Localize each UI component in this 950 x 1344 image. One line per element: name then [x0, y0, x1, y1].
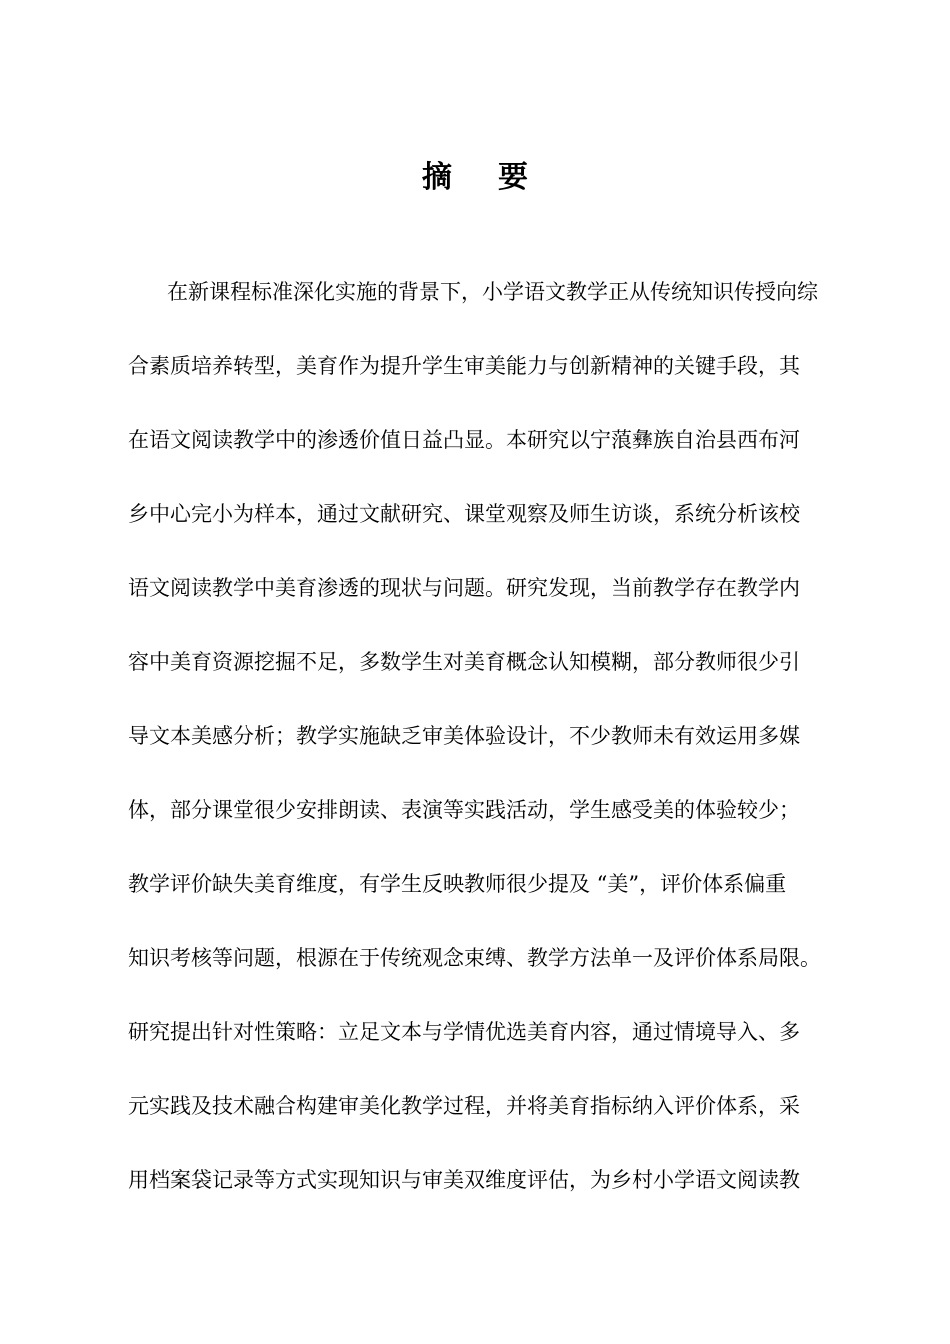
- abstract-line: 教学评价缺失美育维度，有学生反映教师很少提及 “美”，评价体系偏重: [128, 872, 787, 896]
- abstract-line: 在语文阅读教学中的渗透价值日益凸显。本研究以宁蒗彝族自治县西布河: [128, 428, 800, 452]
- abstract-line: 体，部分课堂很少安排朗读、表演等实践活动，学生感受美的体验较少；: [128, 798, 800, 822]
- title-char-1: 摘: [422, 160, 452, 195]
- abstract-line: 知识考核等问题，根源在于传统观念束缚、教学方法单一及评价体系局限。: [128, 946, 821, 970]
- page-title: [0, 158, 950, 198]
- abstract-line: 合素质培养转型，美育作为提升学生审美能力与创新精神的关键手段，其: [128, 354, 800, 378]
- abstract-line: 元实践及技术融合构建审美化教学过程，并将美育指标纳入评价体系，采: [128, 1094, 800, 1118]
- title-char-2: 要: [498, 160, 528, 195]
- abstract-line: 乡中心完小为样本，通过文献研究、课堂观察及师生访谈，系统分析该校: [128, 502, 800, 526]
- abstract-line: 容中美育资源挖掘不足，多数学生对美育概念认知模糊，部分教师很少引: [128, 650, 800, 674]
- abstract-line: 在新课程标准深化实施的背景下，小学语文教学正从传统知识传授向综: [167, 280, 818, 304]
- abstract-line: 语文阅读教学中美育渗透的现状与问题。研究发现，当前教学存在教学内: [128, 576, 800, 600]
- abstract-line: 用档案袋记录等方式实现知识与审美双维度评估，为乡村小学语文阅读教: [128, 1168, 800, 1192]
- abstract-line: 导文本美感分析；教学实施缺乏审美体验设计，不少教师未有效运用多媒: [128, 724, 800, 748]
- abstract-line: 研究提出针对性策略：立足文本与学情优选美育内容，通过情境导入、多: [128, 1020, 800, 1044]
